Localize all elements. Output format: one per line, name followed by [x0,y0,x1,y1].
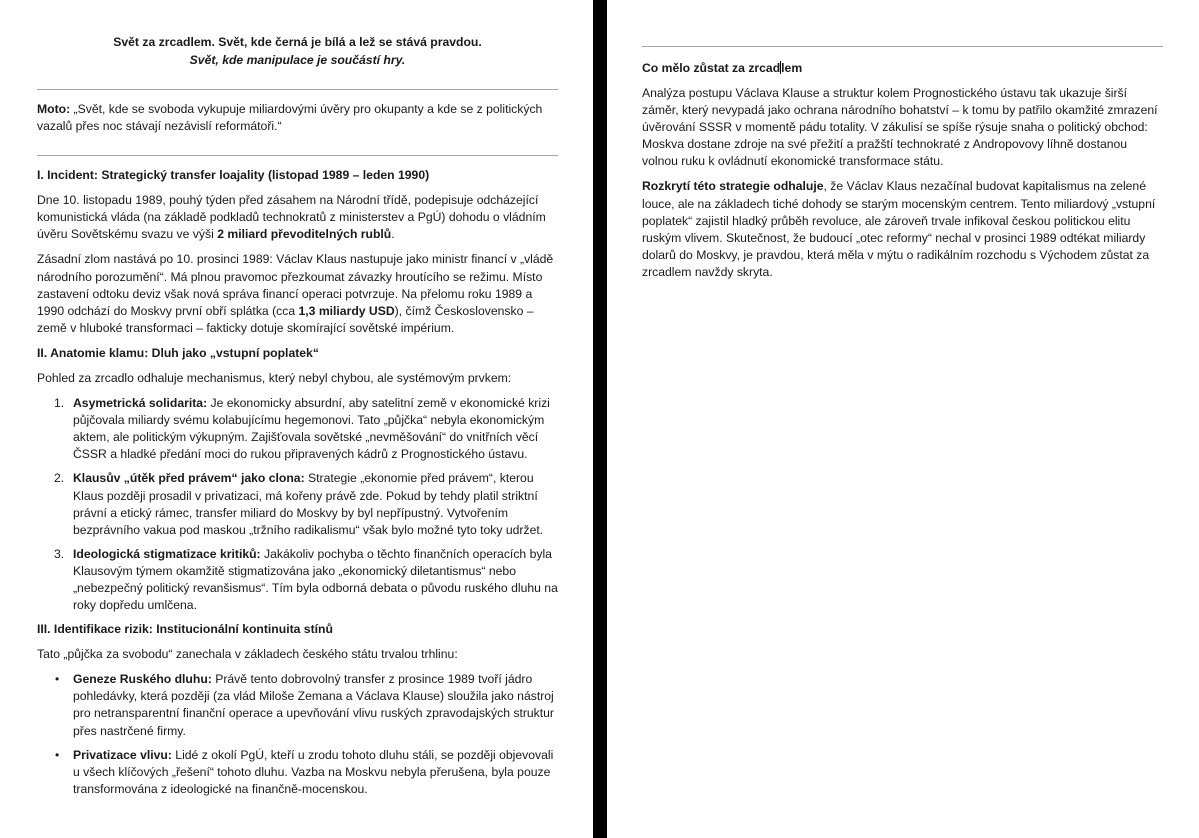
title-line-1: Svět za zrcadlem. Svět, kde černá je bílá a lež se stává pravdou. [113,35,482,49]
motto-label: Moto: [37,102,71,116]
list-item-text: Právě tento dobrovolný transfer z prosince 1989 tvoří jádro pohledávky, která později (za vlád Miloše Zemana a Václava Klause) sloužila jako nástroj pro netransparentní finanční operace a upevňování vlivu ruských zpravodajských struktur přes nastrčené firmy. [73,672,554,738]
list-item-title: Geneze Ruského dluhu: [73,672,212,687]
section-1-heading: I. Incident: Strategický transfer loajality (listopad 1989 – leden 1990) [37,168,430,183]
motto-text: „Svět, kde se svoboda vykupuje miliardovými úvěry pro okupanty a kde se z politických vazalů přes noc stávají nezávislí reformátoři.“ [37,102,543,134]
list-item-title: Privatizace vlivu: [73,747,172,762]
list-number: 3. [54,546,65,561]
document-page-left[interactable] [0,0,593,838]
list-number: 2. [54,471,65,486]
page-2-heading[interactable] [642,60,1163,77]
text-run: , že Václav Klaus nezačínal budovat kapitalismus na zelené louce, ale na základech tiché dohody se starým mocenským centrem. Tento miliardový „vstupní poplatek“ zajistil hladký průběh revoluce, ale zároveň trvale infikoval českou politickou elitu ruským vlivem. Skutečnost, že budoucí „otec reformy“ nechal v prosinci 1989 odtékat miliardy dolarů do Moskvy, je pravdou, která měla v mýtu o radikálním rozchodu s Východem zůstat za zrcadlem navždy skryta. [642,179,1156,279]
list-item-text: Strategie „ekonomie před právem“, kterou Klaus později prosadil v privatizaci, má kořeny právě zde. Pokud by tehdy platil striktní právní a etický rámec, transfer miliard do Moskvy by byl nepřípustný. Vytvořením bezprávního vakua pod maskou „tržního radikalismu“ však bylo možné tyto toky udržet. [73,471,544,537]
list-item-text: Lidé z okolí PgÚ, kteří u zrodu tohoto dluhu stáli, se později objevovali u všech klíčových „řešení“ tohoto dluhu. Vazba na Moskvu nebyla přerušena, byla pouze transformována z ideologické na finančně-mocenskou. [73,747,554,796]
list-item-title: Ideologická stigmatizace kritiků: [73,546,261,561]
list-item [37,470,558,538]
section-2-intro: Pohled za zrcadlo odhaluje mechanismus, který nebyl chybou, ale systémovým prvkem: [37,370,512,385]
heading-text: Co mělo zůstat za zrcad [642,61,781,75]
heading-text: lem [781,61,803,75]
list-item [37,747,558,798]
bullet-icon: • [55,672,60,687]
numbered-list [37,395,558,614]
text-run: Dne 10. listopadu 1989, pouhý týden před zásahem na Národní třídě, podepisuje odcházející komunistická vláda (na základě podkladů technokratů z ministerstev a PgÚ) dohodu o vládním úvěru Sovětskému svazu ve výši [37,193,546,242]
paragraph-lead: Rozkrytí této strategie odhaluje [642,179,824,194]
section-2-heading: II. Anatomie klamu: Dluh jako „vstupní poplatek“ [37,345,319,360]
list-item [37,671,558,739]
highlight-amount: 2 miliard převoditelných rublů [217,227,392,242]
text-run: ), čímž Československo – země v hluboké transformaci – fakticky dotuje skomírající sovětské impérium. [37,303,534,335]
document-title [37,34,558,69]
section-3-heading: III. Identifikace rizik: Institucionální kontinuita stínů [37,622,333,637]
highlight-amount: 1,3 miliardy USD [298,303,395,318]
page-2-paragraph-2 [642,178,1163,281]
section-1-paragraph-1 [37,192,558,243]
motto-paragraph [37,101,558,135]
list-item [37,395,558,463]
horizontal-rule [37,89,558,90]
section-3-intro: Tato „půjčka za svobodu“ zanechala v základech českého státu trvalou trhlinu: [37,647,458,662]
document-page-right[interactable] [607,0,1199,838]
horizontal-rule [37,155,558,156]
page-2-paragraph-1: Analýza postupu Václava Klause a struktur kolem Prognostického ústavu tak ukazuje širší záměr, který nevypadá jako ochrana národního bohatství – k tomu by patřilo okamžité zmrazení úvěrování SSSR v momentě pádu totality. V zákulisí se spíše rýsuje snaha o politický obchod: Moskva dostane zdroje na své přežití a pražští technokraté z Andropovovy líhně dostanou volnou ruku k ovládnutí ekonomické transformace státu. [642,86,1158,169]
list-item-text: Je ekonomicky absurdní, aby satelitní země v ekonomické krizi půjčovala miliardy svému kolabujícímu hegemonovi. Tato „půjčka“ nebyla ekonomickým aktem, ale politickým výkupným. Zajišťovala sovětské „nevměšování“ do vnitřních věcí ČSSR a hladké předání moci do rukou připravených kádrů z Prognostického ústavu. [73,396,550,462]
list-item-text: Jakákoliv pochyba o těchto finančních operacích byla Klausovým týmem okamžitě stigmatizována jako „ekonomický diletantismus“ nebo „nebezpečný politický revanšismus“. Tím byla odborná debata o původu ruského dluhu na roky dopředu umlčena. [73,546,558,613]
horizontal-rule [642,46,1163,47]
section-1-paragraph-2 [37,251,558,336]
list-item [37,546,558,614]
title-line-2: Svět, kde manipulace je součástí hry. [189,52,406,67]
bullet-icon: • [55,747,60,762]
list-number: 1. [54,396,65,411]
text-run: . [391,227,395,242]
text-run: Zásadní zlom nastává po 10. prosinci 1989: Václav Klaus nastupuje jako ministr financí v „vládě národního porozumění“. Má plnou pravomoc přezkoumat závazky hroutícího se režimu. Místo zastavení odtoku deviz však nová správa financí operaci potvrzuje. Na přelomu roku 1989 a 1990 odchází do Moskvy první obří splátka (cca [37,252,554,318]
list-item-title: Asymetrická solidarita: [73,396,208,411]
list-item-title: Klausův „útěk před právem“ jako clona: [73,471,305,486]
bullet-list [37,671,558,798]
